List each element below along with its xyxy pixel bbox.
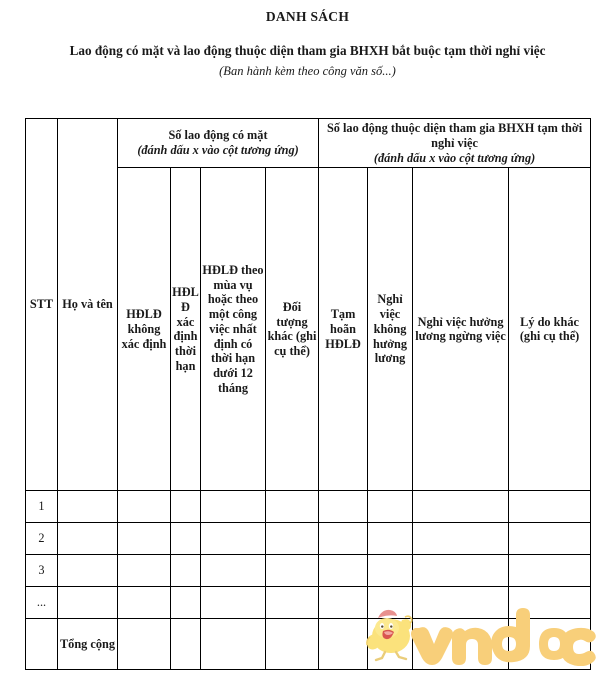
total-cell-nghi-viec-huong-luong-ngung-viec[interactable] (413, 619, 509, 670)
cell-nghi-viec-khong-huong-luong[interactable] (368, 491, 413, 523)
cell-doi-tuong-khac[interactable] (266, 555, 319, 587)
cell-ho-va-ten[interactable] (58, 587, 118, 619)
cell-hdld-xac-dinh-thoi-han[interactable] (171, 587, 201, 619)
row-index: 2 (26, 523, 58, 555)
worker-list-table (25, 118, 591, 670)
table-row (26, 491, 591, 523)
cell-tam-hoan-hdld[interactable] (319, 491, 368, 523)
cell-hdld-xac-dinh-thoi-han[interactable] (171, 491, 201, 523)
cell-nghi-viec-khong-huong-luong[interactable] (368, 555, 413, 587)
total-cell-hdld-theo-mua-vu[interactable] (201, 619, 266, 670)
document-subtitle (43, 41, 573, 79)
cell-hdld-khong-xac-dinh[interactable] (118, 555, 171, 587)
column-header-ho-va-ten: Họ và tên (58, 119, 118, 491)
table-total-row (26, 619, 591, 670)
group-header-suspended-bhxh-workers-title: Số lao động thuộc diện tham gia BHXH tạm thời nghỉ việc (326, 121, 583, 150)
group-header-suspended-bhxh-workers-subtitle: (đánh dấu x vào cột tương ứng) (373, 150, 536, 165)
column-header-hdld-theo-mua-vu: HĐLĐ theo mùa vụ hoặc theo một công việc nhất định có thời hạn dưới 12 tháng (201, 168, 266, 491)
cell-ly-do-khac[interactable] (509, 523, 591, 555)
cell-hdld-theo-mua-vu[interactable] (201, 491, 266, 523)
cell-hdld-xac-dinh-thoi-han[interactable] (171, 523, 201, 555)
cell-nghi-viec-huong-luong-ngung-viec[interactable] (413, 491, 509, 523)
worker-list-table-wrapper (25, 118, 590, 670)
cell-ly-do-khac[interactable] (509, 555, 591, 587)
column-header-doi-tuong-khac: Đối tượng khác (ghi cụ thể) (266, 168, 319, 491)
total-row-label: Tổng cộng (58, 619, 118, 670)
row-index: 3 (26, 555, 58, 587)
total-cell-nghi-viec-khong-huong-luong[interactable] (368, 619, 413, 670)
total-cell-tam-hoan-hdld[interactable] (319, 619, 368, 670)
table-head (26, 119, 591, 491)
document-subtitle-text: Lao động có mặt và lao động thuộc diện tham gia BHXH bắt buộc tạm thời nghỉ việc (69, 43, 546, 59)
total-cell-doi-tuong-khac[interactable] (266, 619, 319, 670)
cell-hdld-khong-xac-dinh[interactable] (118, 523, 171, 555)
cell-hdld-khong-xac-dinh[interactable] (118, 587, 171, 619)
group-header-present-workers-title: Số lao động có mặt (168, 128, 268, 143)
table-row (26, 587, 591, 619)
total-cell-hdld-xac-dinh-thoi-han[interactable] (171, 619, 201, 670)
cell-nghi-viec-huong-luong-ngung-viec[interactable] (413, 523, 509, 555)
column-header-hdld-xac-dinh-thoi-han: HĐLĐ xác định thời hạn (171, 168, 201, 491)
cell-tam-hoan-hdld[interactable] (319, 587, 368, 619)
column-header-tam-hoan-hdld: Tạm hoãn HĐLĐ (319, 168, 368, 491)
row-index: 1 (26, 491, 58, 523)
cell-ho-va-ten[interactable] (58, 555, 118, 587)
cell-tam-hoan-hdld[interactable] (319, 555, 368, 587)
table-row (26, 555, 591, 587)
table-row (26, 523, 591, 555)
cell-hdld-khong-xac-dinh[interactable] (118, 491, 171, 523)
cell-doi-tuong-khac[interactable] (266, 587, 319, 619)
cell-doi-tuong-khac[interactable] (266, 491, 319, 523)
cell-nghi-viec-khong-huong-luong[interactable] (368, 587, 413, 619)
cell-hdld-theo-mua-vu[interactable] (201, 523, 266, 555)
cell-nghi-viec-khong-huong-luong[interactable] (368, 523, 413, 555)
column-header-nghi-viec-khong-huong-luong: Nghỉ việc không hưởng lương (368, 168, 413, 491)
cell-ho-va-ten[interactable] (58, 523, 118, 555)
group-header-present-workers-subtitle: (đánh dấu x vào cột tương ứng) (137, 143, 299, 158)
table-body (26, 491, 591, 670)
page-title: DANH SÁCH (265, 9, 350, 24)
cell-doi-tuong-khac[interactable] (266, 523, 319, 555)
group-header-row (26, 119, 591, 168)
document-header (0, 0, 615, 80)
total-row-index (26, 619, 58, 670)
cell-ho-va-ten[interactable] (58, 491, 118, 523)
total-cell-hdld-khong-xac-dinh[interactable] (118, 619, 171, 670)
cell-hdld-theo-mua-vu[interactable] (201, 587, 266, 619)
total-cell-ly-do-khac[interactable] (509, 619, 591, 670)
column-header-hdld-khong-xac-dinh: HĐLĐ không xác định (118, 168, 171, 491)
column-header-ly-do-khac: Lý do khác (ghi cụ thể) (509, 168, 591, 491)
group-header-present-workers (118, 119, 319, 168)
cell-nghi-viec-huong-luong-ngung-viec[interactable] (413, 587, 509, 619)
row-index: ... (26, 587, 58, 619)
group-header-suspended-bhxh-workers (319, 119, 591, 168)
cell-hdld-theo-mua-vu[interactable] (201, 555, 266, 587)
cell-ly-do-khac[interactable] (509, 587, 591, 619)
column-header-stt: STT (26, 119, 58, 491)
cell-nghi-viec-huong-luong-ngung-viec[interactable] (413, 555, 509, 587)
column-header-nghi-viec-huong-luong-ngung-viec: Nghỉ việc hưởng lương ngừng việc (413, 168, 509, 491)
cell-hdld-xac-dinh-thoi-han[interactable] (171, 555, 201, 587)
cell-ly-do-khac[interactable] (509, 491, 591, 523)
cell-tam-hoan-hdld[interactable] (319, 523, 368, 555)
document-note: (Ban hành kèm theo công văn số...) (219, 64, 396, 79)
